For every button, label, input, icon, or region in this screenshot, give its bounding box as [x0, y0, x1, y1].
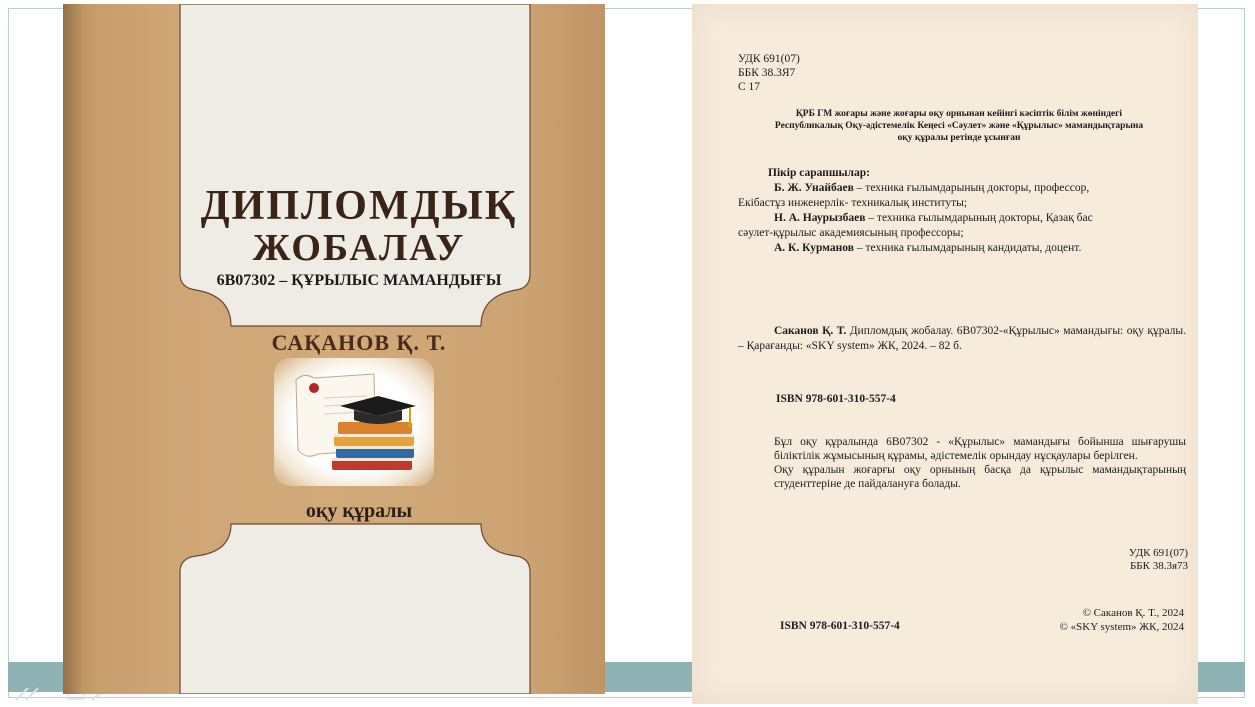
bibliographic-citation [738, 324, 1186, 354]
abstract-paragraph: Бұл оқу құралында 6В07302 - «Құрылыс» мамандығы бойынша шығарушы біліктілік жұмысының құрамы, әдістемелік орындау нұсқаулары берілген. [774, 436, 1186, 462]
approval-line: оқу құралы ретінде ұсынған [897, 133, 1021, 143]
copyright-line: © Саканов Қ. Т., 2024 [1082, 607, 1184, 619]
approval-statement [732, 108, 1186, 144]
book-cover [63, 4, 605, 694]
cover-title-line1: ДИПЛОМДЫҚ [200, 183, 518, 229]
reviewers-block [738, 166, 1186, 256]
reviewer-name: А. К. Курманов [774, 242, 854, 254]
reviewer-desc: – техника ғылымдарының докторы, профессор, [853, 182, 1090, 194]
reviewer-desc: – техника ғылымдарының кандидаты, доцент. [853, 242, 1082, 254]
abstract-paragraph: Оқу құралын жоғарғы оқу орнының басқа да құрылыс мамандықтарының студенттеріне де пайдалануға болады. [774, 464, 1186, 490]
reviewer-entry [738, 241, 1186, 256]
reviewer-entry [738, 181, 1186, 196]
reviewer-name: Н. А. Наурызбаев [774, 212, 866, 224]
reviewers-header: Пікір сарапшылар: [768, 167, 870, 179]
udc-code-bottom: УДК 691(07) [1128, 547, 1188, 559]
reviewer-continuation: Екібастұз инженерлік- техникалық институты; [738, 197, 968, 209]
reviewer-desc: – техника ғылымдарының докторы, Қазақ бас [865, 212, 1093, 224]
reviewer-continuation: сәулет-құрылыс академиясының профессоры; [738, 227, 964, 239]
abstract [738, 435, 1186, 491]
cover-manual-label: оқу құралы [305, 500, 413, 522]
copyright-block [1060, 606, 1184, 634]
cover-author: САҚАНОВ Қ. Т. [271, 330, 447, 355]
imprint-page [692, 4, 1198, 704]
bbk-code-bottom: ББК 38.3я73 [1129, 560, 1188, 572]
reviewer-entry [738, 211, 1186, 226]
isbn: ISBN 978-601-310-557-4 [776, 393, 896, 405]
reviewer-name: Б. Ж. Унайбаев [774, 182, 854, 194]
cover-title-line2: ЖОБАЛАУ [252, 227, 466, 269]
bbk-code: ББК 38.3Я7 [738, 67, 796, 79]
citation-author: Саканов Қ. Т. [774, 325, 847, 337]
citation-text: Дипломдық жобалау. 6В07302-«Құрылыс» мамандығы: оқу құралы. – Қарағанды: «SKY system» ЖК, 2024. – 82 б. [738, 325, 1186, 352]
author-sign: С 17 [738, 81, 761, 93]
approval-line: ҚРБ ГМ жоғары және жоғары оқу орнынан кейінгі кәсіптік білім жөніндегі [795, 109, 1123, 119]
graduation-books-icon [274, 358, 434, 486]
approval-line: Республикалық Оқу-әдістемелік Кеңесі «Сәулет» және «Құрылыс» мамандықтарына [774, 121, 1144, 131]
udc-code: УДК 691(07) [738, 53, 800, 65]
cover-specialty: 6В07302 – ҚҰРЫЛЫС МАМАНДЫҒЫ [216, 272, 502, 289]
classification-codes-bottom [1129, 547, 1188, 573]
classification-codes [738, 52, 800, 94]
isbn-bottom: ISBN 978-601-310-557-4 [780, 620, 900, 632]
copyright-line: © «SKY system» ЖК, 2024 [1059, 621, 1184, 633]
